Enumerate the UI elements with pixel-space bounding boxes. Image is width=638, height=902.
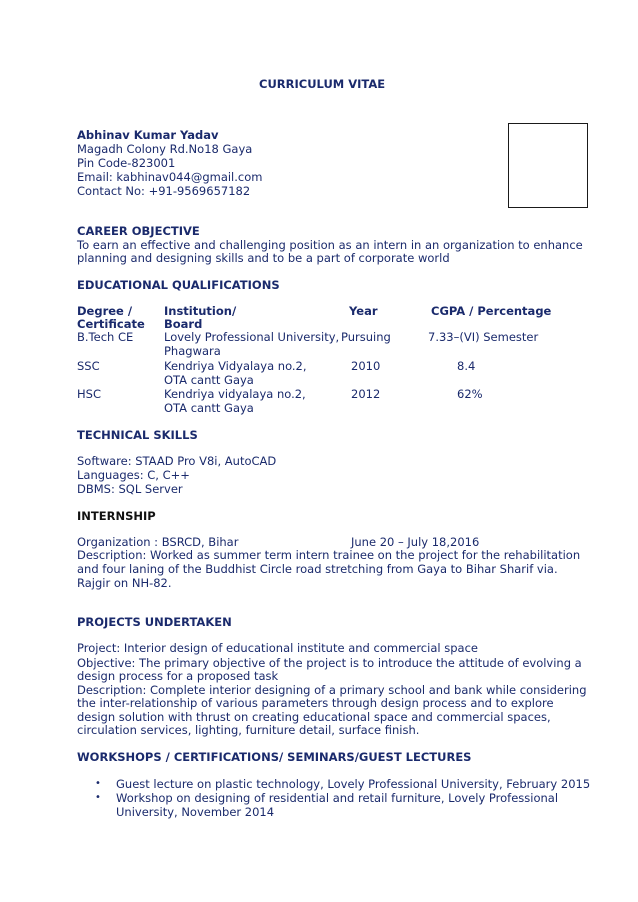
row-institution: Kendriya Vidyalaya no.2, [164, 359, 307, 373]
row-institution: OTA cantt Gaya [164, 373, 254, 387]
email: Email: kabhinav044@gmail.com [77, 170, 263, 184]
bullet: • [95, 792, 101, 803]
skills-software: Software: STAAD Pro V8i, AutoCAD [77, 454, 277, 468]
skills-languages: Languages: C, C++ [77, 468, 190, 482]
row-score: 7.33–(VI) Semester [428, 330, 539, 344]
project-description: design solution with thrust on creating educational space and commercial spaces, [77, 710, 551, 724]
bullet: • [95, 778, 101, 789]
phone: Contact No: +91-9569657182 [77, 184, 251, 198]
col-degree: Degree / [77, 304, 133, 318]
education-heading: EDUCATIONAL QUALIFICATIONS [77, 278, 280, 292]
col-year: Year [349, 304, 378, 318]
skills-dbms: DBMS: SQL Server [77, 482, 183, 496]
project-objective: Objective: The primary objective of the project is to introduce the attitude of evolving a [77, 656, 582, 670]
photo-box [508, 123, 588, 208]
internship-desc: Rajgir on NH-82. [77, 576, 172, 590]
career-line: To earn an effective and challenging position as an intern in an organization to enhance [77, 238, 583, 252]
pin-code: Pin Code-823001 [77, 156, 176, 170]
project-description: circulation services, lighting, furniture detail, surface finish. [77, 723, 420, 737]
workshop-item: Workshop on designing of residential and retail furniture, Lovely Professional [116, 791, 559, 805]
col-institution: Institution/ [164, 304, 237, 318]
row-institution: OTA cantt Gaya [164, 401, 254, 415]
internship-desc: Description: Worked as summer term intern trainee on the project for the rehabilitation [77, 548, 581, 562]
project-objective: design process for a proposed task [77, 669, 279, 683]
workshop-item: University, November 2014 [116, 805, 275, 819]
address: Magadh Colony Rd.No18 Gaya [77, 142, 253, 156]
internship-org: Organization : BSRCD, Bihar [77, 535, 239, 549]
col-cgpa: CGPA / Percentage [431, 304, 552, 318]
candidate-name: Abhinav Kumar Yadav [77, 128, 219, 142]
row-degree: HSC [77, 387, 101, 401]
row-score: 8.4 [457, 359, 476, 373]
career-line: planning and designing skills and to be a part of corporate world [77, 251, 450, 265]
skills-heading: TECHNICAL SKILLS [77, 428, 198, 442]
workshops-heading: WORKSHOPS / CERTIFICATIONS/ SEMINARS/GUEST LECTURES [77, 750, 472, 764]
row-year: 2012 [351, 387, 381, 401]
projects-heading: PROJECTS UNDERTAKEN [77, 615, 232, 629]
project-description: Description: Complete interior designing of a primary school and bank while considering [77, 683, 587, 697]
row-score: 62% [457, 387, 483, 401]
row-year: Pursuing [341, 330, 391, 344]
project-name: Project: Interior design of educational institute and commercial space [77, 641, 478, 655]
col-institution: Board [164, 317, 203, 331]
row-institution: Phagwara [164, 344, 221, 358]
row-institution: Lovely Professional University, [164, 330, 340, 344]
row-institution: Kendriya vidyalaya no.2, [164, 387, 306, 401]
row-degree: SSC [77, 359, 100, 373]
row-degree: B.Tech CE [77, 330, 134, 344]
col-degree: Certificate [77, 317, 145, 331]
project-description: the inter-relationship of various parameters through design process and to explore [77, 696, 554, 710]
page-title: CURRICULUM VITAE [259, 77, 386, 91]
row-year: 2010 [351, 359, 381, 373]
internship-dates: June 20 – July 18,2016 [351, 535, 480, 549]
internship-desc: and four laning of the Buddhist Circle road stretching from Gaya to Bihar Sharif via. [77, 562, 558, 576]
career-heading: CAREER OBJECTIVE [77, 224, 200, 238]
workshop-item: Guest lecture on plastic technology, Lovely Professional University, February 2015 [116, 777, 591, 791]
internship-heading: INTERNSHIP [77, 509, 156, 523]
